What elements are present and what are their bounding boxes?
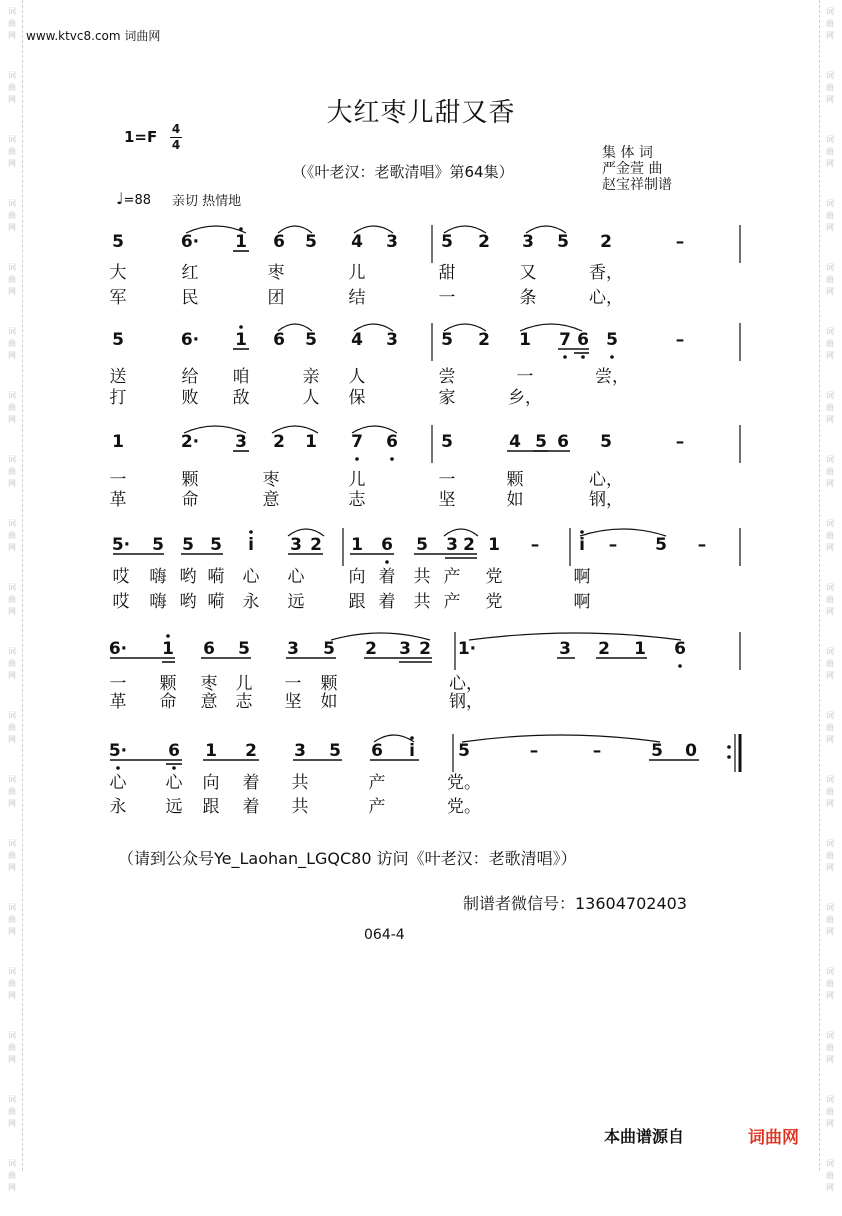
watermark-repeat: 词 曲 网 <box>8 327 16 360</box>
system-4-lyric-verse-2: 共 <box>413 592 431 612</box>
watermark-repeat: 词 曲 网 <box>826 903 834 936</box>
system-6-note: 6 <box>168 741 180 761</box>
system-3-note: 1 <box>305 432 317 452</box>
system-2-octave-dot-low <box>581 355 585 359</box>
system-4-note: 5 <box>655 535 667 555</box>
system-1-lyric-verse-1: 甜 <box>438 263 456 283</box>
system-3-note: 4 <box>509 432 521 452</box>
system-5-lyric-verse-2: 钢， <box>449 692 483 712</box>
watermark-repeat: 词 曲 网 <box>826 583 834 616</box>
system-1-lyric-verse-2: 军 <box>109 288 127 308</box>
system-3-lyric-verse-2: 志 <box>348 490 366 510</box>
system-1-lyric-verse-2: 团 <box>267 288 285 308</box>
system-6-lyric-verse-2: 产 <box>368 797 386 817</box>
system-5-lyric-verse-2: 命 <box>159 692 177 712</box>
system-3-note: 3 <box>235 432 247 452</box>
watermark-repeat: 词 曲 网 <box>8 519 16 552</box>
watermark-repeat: 词 曲 网 <box>8 455 16 488</box>
system-4-lyric-verse-2: 产 <box>443 592 461 612</box>
system-1-lyric-verse-2: 结 <box>348 288 366 308</box>
watermark-repeat: 词 曲 网 <box>8 1095 16 1128</box>
system-5-note: 1· <box>457 639 477 659</box>
system-3-octave-dot-low <box>355 457 359 461</box>
watermark-repeat: 词 曲 网 <box>826 711 834 744</box>
system-1-lyric-verse-1: 红 <box>181 263 199 283</box>
system-2-lyric-verse-1: 送 <box>109 367 127 387</box>
source-brand-logo: 词曲网 <box>748 1128 799 1148</box>
watermark-repeat: 词 曲 网 <box>8 967 16 1000</box>
system-6-repeat-dot <box>727 755 731 759</box>
system-4-lyric-verse-1: 共 <box>413 567 431 587</box>
system-4-note: 5· <box>111 535 131 555</box>
system-6-lyric-verse-1: 心 <box>109 773 127 793</box>
system-6-lyric-verse-2: 远 <box>165 797 183 817</box>
system-6-lyric-verse-2: 共 <box>291 797 309 817</box>
system-3-note: – <box>675 432 685 452</box>
tempo-value: =88 <box>123 193 151 208</box>
system-2-note: 1 <box>519 330 531 350</box>
system-5-octave-dot-low <box>678 664 682 668</box>
system-5-lyric-verse-2: 意 <box>200 692 218 712</box>
watermark-repeat: 词 曲 网 <box>826 199 834 232</box>
system-5-slur <box>331 633 430 640</box>
system-4-note: 5 <box>152 535 164 555</box>
system-6-lyric-verse-2: 着 <box>242 797 260 817</box>
system-4-lyric-verse-2: 永 <box>242 592 260 612</box>
system-4-note: – <box>697 535 707 555</box>
system-6-lyric-verse-2: 党。 <box>447 797 481 817</box>
system-3-lyric-verse-1: 心， <box>589 470 623 490</box>
system-5-note: 5 <box>238 639 250 659</box>
system-2-lyric-verse-2: 敌 <box>232 388 250 408</box>
system-2-lyric-verse-1: 尝 <box>438 367 456 387</box>
system-5-note: 2 <box>598 639 610 659</box>
system-1-note: 5 <box>112 232 124 252</box>
system-2-lyric-verse-1: 给 <box>181 367 199 387</box>
system-2-octave-dot-low <box>610 355 614 359</box>
system-1-note: 1 <box>235 232 247 252</box>
system-2-lyric-verse-2: 家 <box>438 388 456 408</box>
system-5-slur <box>469 633 681 640</box>
system-4-lyric-verse-1: 哟 <box>179 567 197 587</box>
system-1-note: 2 <box>600 232 612 252</box>
system-3-octave-dot-low <box>390 457 394 461</box>
system-5-lyric-verse-2: 坚 <box>284 692 302 712</box>
subtitle: （《叶老汉：老歌清唱》第64集） <box>292 163 514 181</box>
system-5-lyric-verse-1: 颗 <box>159 674 177 694</box>
source-brand-text: 词曲网 <box>124 29 161 43</box>
system-2-lyric-verse-1: 尝， <box>595 367 629 387</box>
system-2-note: 5 <box>305 330 317 350</box>
system-4-note: 6 <box>381 535 393 555</box>
system-5-lyric-verse-1: 颗 <box>320 674 338 694</box>
system-4-lyric-verse-2: 啊 <box>573 592 591 612</box>
system-5-lyric-verse-2: 如 <box>320 692 338 712</box>
system-4-note: i <box>579 535 585 555</box>
watermark-repeat: 词 曲 网 <box>826 7 834 40</box>
watermark-repeat: 词 曲 网 <box>8 263 16 296</box>
system-6-note: 5 <box>329 741 341 761</box>
system-3-lyric-verse-1: 一 <box>438 470 456 490</box>
system-6-lyric-verse-1: 共 <box>291 773 309 793</box>
source-url-text: www.ktvc8.com <box>26 29 121 43</box>
system-5-note: 5 <box>323 639 335 659</box>
system-3-lyric-verse-2: 意 <box>262 490 280 510</box>
system-5-note: 2 <box>419 639 431 659</box>
system-2-note: 5 <box>112 330 124 350</box>
system-1-lyric-verse-1: 儿 <box>348 263 366 283</box>
watermark-repeat: 词 曲 网 <box>8 647 16 680</box>
watermark-repeat: 词 曲 网 <box>826 263 834 296</box>
system-1-note: – <box>675 232 685 252</box>
system-2-lyric-verse-2: 败 <box>181 388 199 408</box>
system-6-note: 5 <box>458 741 470 761</box>
system-3-note: 1 <box>112 432 124 452</box>
system-5-note: 2 <box>365 639 377 659</box>
system-5-lyric-verse-1: 一 <box>284 674 302 694</box>
system-4-octave-dot-high <box>249 530 253 534</box>
system-3-lyric-verse-2: 革 <box>109 490 127 510</box>
system-6-lyric-verse-2: 跟 <box>202 797 220 817</box>
system-1-lyric-verse-2: 心， <box>589 288 623 308</box>
watermark-repeat: 词 曲 网 <box>826 647 834 680</box>
system-3-lyric-verse-2: 钢， <box>589 490 623 510</box>
system-3-lyric-verse-1: 一 <box>109 470 127 490</box>
system-4-lyric-verse-2: 哟 <box>179 592 197 612</box>
system-5-note: 3 <box>399 639 411 659</box>
system-1-note: 6 <box>273 232 285 252</box>
system-4-octave-dot-low <box>385 560 389 564</box>
watermark-repeat: 词 曲 网 <box>8 199 16 232</box>
system-4-lyric-verse-1: 党 <box>485 567 503 587</box>
credit-transcriber: 赵宝祥制谱 <box>602 177 672 193</box>
system-2-lyric-verse-1: 亲 <box>302 367 320 387</box>
system-1-lyric-verse-1: 大 <box>109 263 127 283</box>
system-1-note: 5 <box>557 232 569 252</box>
watermark-repeat: 词 曲 网 <box>8 711 16 744</box>
system-5-note: 1 <box>634 639 646 659</box>
system-4-lyric-verse-1: 心 <box>242 567 260 587</box>
watermark-repeat: 词 曲 网 <box>826 519 834 552</box>
system-4-lyric-verse-2: 嗬 <box>207 592 225 612</box>
system-4-note: 5 <box>416 535 428 555</box>
system-2-note: 6 <box>577 330 589 350</box>
system-4-note: 3 <box>290 535 302 555</box>
credit-composer: 严金萱 曲 <box>602 161 663 177</box>
watermark-repeat: 词 曲 网 <box>826 839 834 872</box>
watermark-repeat: 词 曲 网 <box>8 391 16 424</box>
system-6-note: – <box>529 741 539 761</box>
system-6-note: 0 <box>685 741 697 761</box>
system-4-lyric-verse-2: 远 <box>287 592 305 612</box>
expression-marking: 亲切 热情地 <box>172 194 242 209</box>
system-6-slur <box>462 735 660 742</box>
watermark-repeat: 词 曲 网 <box>8 7 16 40</box>
system-3-note: 2· <box>180 432 200 452</box>
watermark-repeat: 词 曲 网 <box>826 327 834 360</box>
system-6-note: 5 <box>651 741 663 761</box>
system-2-note: 6· <box>180 330 200 350</box>
system-6-lyric-verse-1: 心 <box>165 773 183 793</box>
system-4-note: – <box>530 535 540 555</box>
system-6-lyric-verse-1: 向 <box>202 773 220 793</box>
system-3-lyric-verse-1: 儿 <box>348 470 366 490</box>
system-6-note: 1 <box>205 741 217 761</box>
system-4-lyric-verse-2: 着 <box>378 592 396 612</box>
system-6-octave-dot-low <box>172 766 176 770</box>
system-5-note: 6 <box>203 639 215 659</box>
system-3-lyric-verse-2: 坚 <box>438 490 456 510</box>
system-2-octave-dot-high <box>239 325 243 329</box>
system-1-note: 5 <box>441 232 453 252</box>
system-3-note: 7 <box>351 432 363 452</box>
system-4-note: 2 <box>310 535 322 555</box>
system-5-octave-dot-high <box>166 634 170 638</box>
system-5-note: 6 <box>674 639 686 659</box>
watermark-repeat: 词 曲 网 <box>826 135 834 168</box>
system-5-note: 1 <box>162 639 174 659</box>
source-prefix: 本曲谱源自 <box>604 1127 685 1146</box>
system-3-note: 6 <box>386 432 398 452</box>
system-4-note: 1 <box>351 535 363 555</box>
system-3-note: 5 <box>535 432 547 452</box>
watermark-repeat: 词 曲 网 <box>826 775 834 808</box>
system-5-note: 6· <box>108 639 128 659</box>
system-3-note: 5 <box>441 432 453 452</box>
system-2-note: 1 <box>235 330 247 350</box>
system-3-note: 6 <box>557 432 569 452</box>
watermark-repeat: 词 曲 网 <box>826 1159 834 1192</box>
system-4-lyric-verse-1: 产 <box>443 567 461 587</box>
system-6-lyric-verse-2: 永 <box>109 797 127 817</box>
system-6-lyric-verse-1: 党。 <box>447 773 481 793</box>
watermark-repeat: 词 曲 网 <box>8 71 16 104</box>
system-4-lyric-verse-2: 党 <box>485 592 503 612</box>
system-1-note: 3 <box>386 232 398 252</box>
system-2-lyric-verse-2: 乡， <box>508 388 542 408</box>
system-4-lyric-verse-1: 哎 <box>112 567 130 587</box>
system-3-lyric-verse-2: 如 <box>506 490 524 510</box>
system-3-lyric-verse-1: 枣 <box>262 470 280 490</box>
system-5-lyric-verse-2: 志 <box>235 692 253 712</box>
system-1-lyric-verse-2: 条 <box>519 288 537 308</box>
system-4-lyric-verse-1: 心 <box>287 567 305 587</box>
system-2-note: 4 <box>351 330 363 350</box>
system-6-note: – <box>592 741 602 761</box>
system-2-lyric-verse-2: 保 <box>348 388 366 408</box>
system-4-lyric-verse-1: 着 <box>378 567 396 587</box>
system-1-note: 2 <box>478 232 490 252</box>
watermark-repeat: 词 曲 网 <box>826 1095 834 1128</box>
system-2-lyric-verse-2: 人 <box>302 388 320 408</box>
system-5-lyric-verse-1: 心， <box>449 674 483 694</box>
watermark-repeat: 词 曲 网 <box>8 839 16 872</box>
system-5-lyric-verse-1: 枣 <box>200 674 218 694</box>
system-4-lyric-verse-1: 嗨 <box>149 567 167 587</box>
system-5-lyric-verse-1: 儿 <box>235 674 253 694</box>
watermark-repeat: 词 曲 网 <box>8 903 16 936</box>
watermark-repeat: 词 曲 网 <box>826 391 834 424</box>
system-2-lyric-verse-2: 打 <box>109 388 127 408</box>
system-6-note: i <box>409 741 415 761</box>
watermark-repeat: 词 曲 网 <box>8 1031 16 1064</box>
system-4-note: 2 <box>463 535 475 555</box>
system-4-lyric-verse-2: 跟 <box>348 592 366 612</box>
watermark-repeat: 词 曲 网 <box>826 1031 834 1064</box>
system-3-lyric-verse-1: 颗 <box>181 470 199 490</box>
system-6-note: 2 <box>245 741 257 761</box>
transcriber-wechat: 制谱者微信号：13604702403 <box>463 894 687 913</box>
system-1-lyric-verse-1: 枣 <box>267 263 285 283</box>
system-4-lyric-verse-1: 嗬 <box>207 567 225 587</box>
system-1-note: 5 <box>305 232 317 252</box>
system-2-note: 5 <box>441 330 453 350</box>
watermark-repeat: 词 曲 网 <box>8 1159 16 1192</box>
time-signature-bottom: 4 <box>171 138 181 152</box>
system-2-note: 5 <box>606 330 618 350</box>
system-6-note: 5· <box>108 741 128 761</box>
system-5-note: 3 <box>559 639 571 659</box>
system-4-lyric-verse-2: 哎 <box>112 592 130 612</box>
time-signature-top: 4 <box>171 122 181 136</box>
system-3-lyric-verse-2: 命 <box>181 490 199 510</box>
system-4-note: – <box>608 535 618 555</box>
footnote: （请到公众号Ye_Laohan_LGQC80 访问《叶老汉：老歌清唱》） <box>118 849 577 868</box>
system-4-note: 3 <box>446 535 458 555</box>
system-6-repeat-dot <box>727 745 731 749</box>
system-5-lyric-verse-2: 革 <box>109 692 127 712</box>
system-3-note: 5 <box>600 432 612 452</box>
credit-lyricist: 集 体 词 <box>602 145 653 161</box>
system-5-note: 3 <box>287 639 299 659</box>
watermark-repeat: 词 曲 网 <box>826 967 834 1000</box>
system-4-note: 5 <box>210 535 222 555</box>
key-signature: 1=F <box>124 128 158 146</box>
system-2-note: 7 <box>559 330 571 350</box>
quarter-note-icon: ♩ <box>116 189 124 208</box>
system-1-note: 3 <box>522 232 534 252</box>
system-2-note: 6 <box>273 330 285 350</box>
system-4-lyric-verse-1: 向 <box>348 567 366 587</box>
system-2-note: – <box>675 330 685 350</box>
system-6-lyric-verse-1: 着 <box>242 773 260 793</box>
system-2-octave-dot-low <box>563 355 567 359</box>
system-4-octave-dot-high <box>580 530 584 534</box>
system-4-note: 1 <box>488 535 500 555</box>
system-2-lyric-verse-1: 一 <box>516 367 534 387</box>
system-3-lyric-verse-1: 颗 <box>506 470 524 490</box>
song-title: 大红枣儿甜又香 <box>326 98 516 128</box>
page-number: 064-4 <box>364 927 405 943</box>
system-2-lyric-verse-1: 人 <box>348 367 366 387</box>
system-1-lyric-verse-2: 民 <box>181 288 199 308</box>
system-6-lyric-verse-1: 产 <box>368 773 386 793</box>
system-2-note: 2 <box>478 330 490 350</box>
system-3-note: 2 <box>273 432 285 452</box>
system-6-note: 3 <box>294 741 306 761</box>
system-4-note: 5 <box>182 535 194 555</box>
system-2-lyric-verse-1: 咱 <box>232 367 250 387</box>
system-6-octave-dot-low <box>116 766 120 770</box>
system-2-note: 3 <box>386 330 398 350</box>
system-4-slur <box>580 529 666 536</box>
watermark-repeat: 词 曲 网 <box>8 775 16 808</box>
system-1-lyric-verse-1: 又 <box>519 263 537 283</box>
system-1-lyric-verse-2: 一 <box>438 288 456 308</box>
system-1-note: 4 <box>351 232 363 252</box>
system-1-lyric-verse-1: 香， <box>589 263 623 283</box>
system-1-note: 6· <box>180 232 200 252</box>
system-4-lyric-verse-2: 嗨 <box>149 592 167 612</box>
watermark-repeat: 词 曲 网 <box>8 135 16 168</box>
system-4-note: i <box>248 535 254 555</box>
watermark-repeat: 词 曲 网 <box>8 583 16 616</box>
system-5-lyric-verse-1: 一 <box>109 674 127 694</box>
watermark-repeat: 词 曲 网 <box>826 455 834 488</box>
system-4-lyric-verse-1: 啊 <box>573 567 591 587</box>
system-6-note: 6 <box>371 741 383 761</box>
watermark-repeat: 词 曲 网 <box>826 71 834 104</box>
